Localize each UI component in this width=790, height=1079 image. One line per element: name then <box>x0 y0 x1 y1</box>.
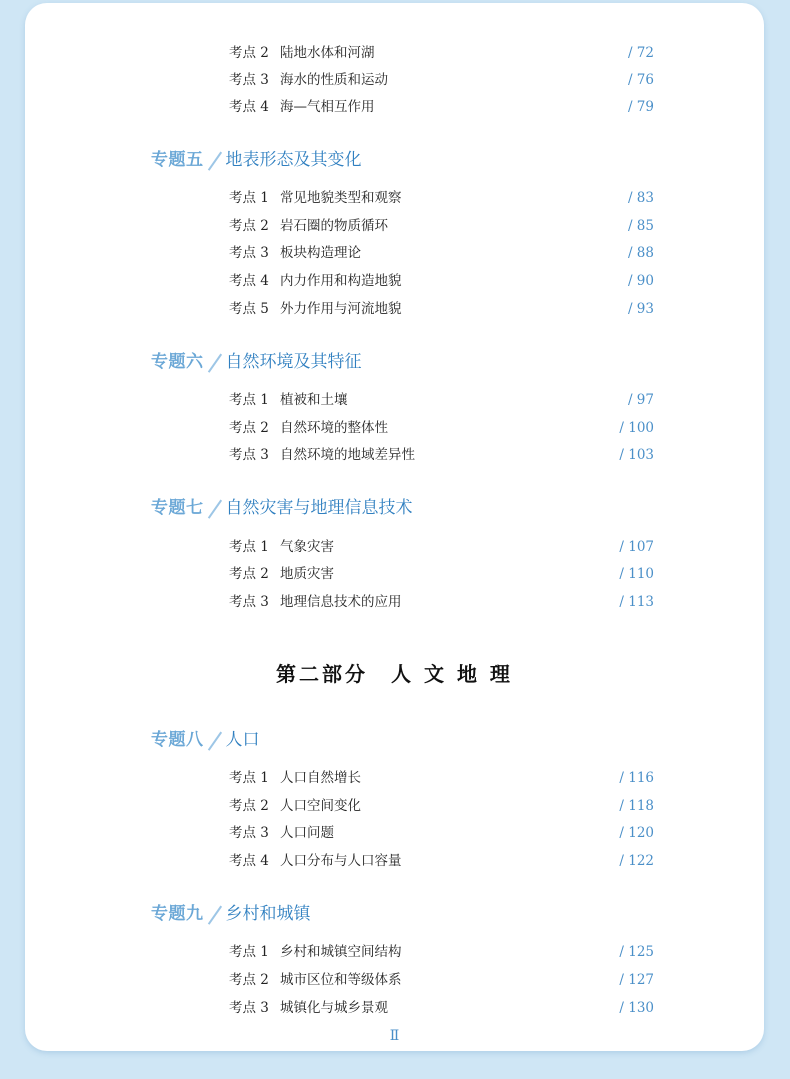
entry-number: 考点 2 <box>229 218 269 234</box>
topic-name: 人口 <box>225 730 260 750</box>
entry-title: 陆地水体和河湖 <box>280 45 375 61</box>
entry-title: 岩石圈的物质循环 <box>280 218 388 234</box>
topic-label: 专题六 <box>151 352 204 372</box>
toc-page <box>25 3 764 1051</box>
entry-title: 内力作用和构造地貌 <box>280 273 402 289</box>
toc-entry[interactable] <box>229 822 654 844</box>
toc-entry[interactable] <box>229 941 654 963</box>
entry-page: / 110 <box>619 566 654 582</box>
entry-number: 考点 1 <box>229 190 269 206</box>
slash-divider <box>204 901 226 927</box>
toc-entry[interactable] <box>229 96 654 118</box>
entry-title: 地理信息技术的应用 <box>280 594 402 610</box>
entry-title: 人口问题 <box>280 825 334 841</box>
toc-entry[interactable] <box>229 417 654 439</box>
entry-number: 考点 1 <box>229 392 269 408</box>
toc-entry[interactable] <box>229 187 654 209</box>
entry-number: 考点 2 <box>229 972 269 988</box>
entry-page: / 107 <box>619 539 654 555</box>
entry-title: 自然环境的地域差异性 <box>280 447 415 463</box>
entry-page: / 100 <box>619 420 654 436</box>
entry-number: 考点 3 <box>229 825 269 841</box>
toc-entry[interactable] <box>229 444 654 466</box>
entry-title: 植被和土壤 <box>280 392 348 408</box>
toc-entry[interactable] <box>229 969 654 991</box>
entry-title: 人口自然增长 <box>280 770 361 786</box>
entry-number: 考点 3 <box>229 245 269 261</box>
slash-divider <box>204 727 226 753</box>
toc-entry[interactable] <box>229 536 654 558</box>
entry-title: 板块构造理论 <box>280 245 361 261</box>
entry-number: 考点 1 <box>229 770 269 786</box>
topic-heading-6[interactable] <box>151 349 362 375</box>
entry-number: 考点 4 <box>229 853 269 869</box>
toc-entry[interactable] <box>229 69 654 91</box>
toc-entry[interactable] <box>229 270 654 292</box>
topic-heading-8[interactable] <box>151 727 260 753</box>
page-number: Ⅱ <box>389 1028 400 1044</box>
entry-number: 考点 4 <box>229 99 269 115</box>
entry-number: 考点 2 <box>229 566 269 582</box>
entry-title: 城市区位和等级体系 <box>280 972 402 988</box>
entry-page: / 83 <box>627 190 654 206</box>
topic-name: 自然灾害与地理信息技术 <box>225 498 413 518</box>
toc-entry[interactable] <box>229 242 654 264</box>
entry-number: 考点 3 <box>229 447 269 463</box>
entry-title: 地质灾害 <box>280 566 334 582</box>
entry-title: 外力作用与河流地貌 <box>280 301 402 317</box>
topic-name: 自然环境及其特征 <box>225 352 362 372</box>
entry-number: 考点 3 <box>229 72 269 88</box>
entry-page: / 97 <box>627 392 654 408</box>
toc-entry[interactable] <box>229 767 654 789</box>
toc-entry[interactable] <box>229 997 654 1019</box>
entry-page: / 122 <box>619 853 654 869</box>
topic-label: 专题八 <box>151 730 204 750</box>
toc-entry[interactable] <box>229 298 654 320</box>
entry-title: 海—气相互作用 <box>280 99 375 115</box>
topic-heading-9[interactable] <box>151 901 311 927</box>
entry-page: / 125 <box>619 944 654 960</box>
topic-name: 地表形态及其变化 <box>225 150 362 170</box>
slash-divider <box>204 495 226 521</box>
entry-page: / 76 <box>627 72 654 88</box>
topic-heading-7[interactable] <box>151 495 413 521</box>
slash-divider <box>204 147 226 173</box>
part-title: 第二部分 人 文 地 理 <box>276 662 513 686</box>
toc-entry[interactable] <box>229 389 654 411</box>
entry-page: / 93 <box>627 301 654 317</box>
entry-page: / 90 <box>627 273 654 289</box>
entry-page: / 88 <box>627 245 654 261</box>
entry-number: 考点 5 <box>229 301 269 317</box>
entry-number: 考点 1 <box>229 944 269 960</box>
entry-number: 考点 4 <box>229 273 269 289</box>
entry-title: 海水的性质和运动 <box>280 72 388 88</box>
entry-page: / 85 <box>627 218 654 234</box>
topic-name: 乡村和城镇 <box>225 904 311 924</box>
entry-page: / 72 <box>627 45 654 61</box>
entry-number: 考点 2 <box>229 45 269 61</box>
entry-page: / 118 <box>619 798 654 814</box>
entry-number: 考点 3 <box>229 1000 269 1016</box>
entry-title: 城镇化与城乡景观 <box>280 1000 388 1016</box>
entry-page: / 116 <box>619 770 654 786</box>
toc-entry[interactable] <box>229 215 654 237</box>
entry-title: 自然环境的整体性 <box>280 420 388 436</box>
entry-page: / 127 <box>619 972 654 988</box>
entry-number: 考点 1 <box>229 539 269 555</box>
entry-page: / 113 <box>619 594 654 610</box>
entry-number: 考点 2 <box>229 798 269 814</box>
entry-title: 气象灾害 <box>280 539 334 555</box>
entry-number: 考点 3 <box>229 594 269 610</box>
entry-title: 乡村和城镇空间结构 <box>280 944 402 960</box>
entry-page: / 120 <box>619 825 654 841</box>
toc-entry[interactable] <box>229 795 654 817</box>
entry-title: 常见地貌类型和观察 <box>280 190 402 206</box>
entry-page: / 103 <box>619 447 654 463</box>
entry-page: / 130 <box>619 1000 654 1016</box>
toc-entry[interactable] <box>229 591 654 613</box>
slash-divider <box>204 349 226 375</box>
toc-entry[interactable] <box>229 850 654 872</box>
topic-label: 专题五 <box>151 150 204 170</box>
entry-title: 人口空间变化 <box>280 798 361 814</box>
toc-entry[interactable] <box>229 563 654 585</box>
topic-label: 专题九 <box>151 904 204 924</box>
topic-label: 专题七 <box>151 498 204 518</box>
topic-heading-5[interactable] <box>151 147 362 173</box>
toc-entry[interactable] <box>229 42 654 64</box>
entry-title: 人口分布与人口容量 <box>280 853 402 869</box>
entry-number: 考点 2 <box>229 420 269 436</box>
entry-page: / 79 <box>627 99 654 115</box>
